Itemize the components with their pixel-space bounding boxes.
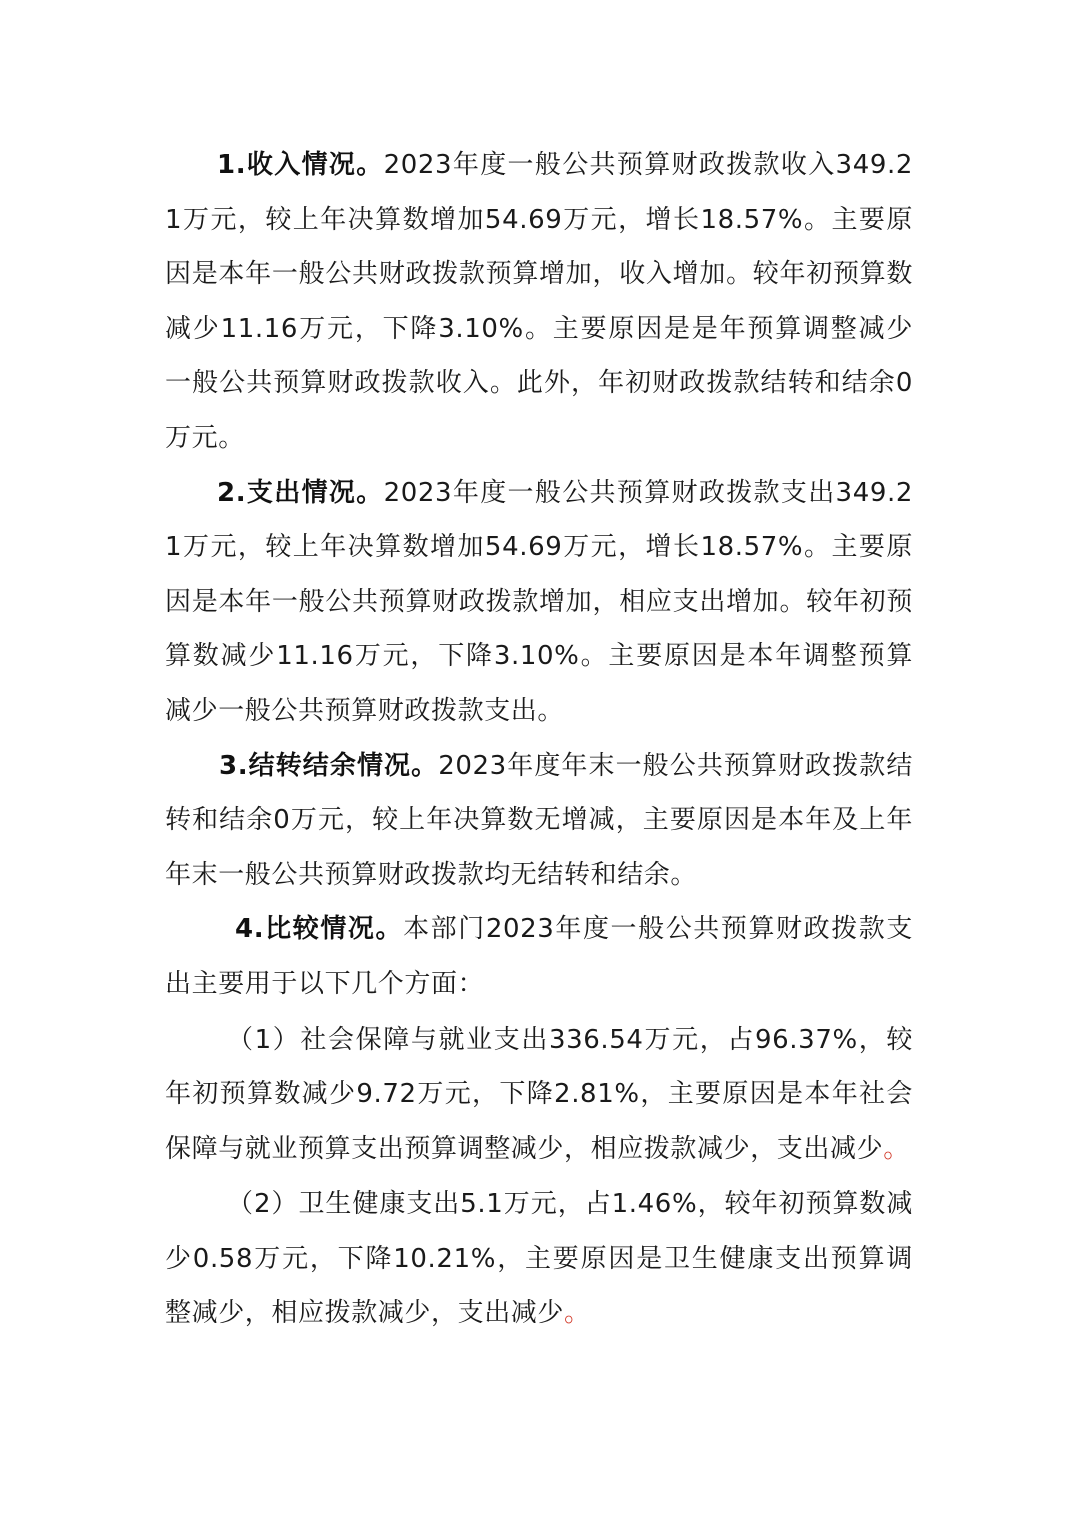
paragraph-income <box>165 138 913 466</box>
paragraph-comparison <box>165 902 913 1011</box>
end-mark-social-security: 。 <box>883 1133 910 1164</box>
heading-carryover: 3.结转结余情况。 <box>219 750 439 781</box>
heading-expenditure: 2.支出情况。 <box>217 477 384 508</box>
document-page <box>165 138 913 1341</box>
body-health: （2）卫生健康支出5.1万元，占1.46%，较年初预算数减少0.58万元，下降10.21%，主要原因是卫生健康支出预算调整减少，相应拨款减少，支出减少 <box>165 1189 913 1329</box>
end-mark-health: 。 <box>564 1298 591 1329</box>
body-social-security: （1）社会保障与就业支出336.54万元，占96.37%，较年初预算数减少9.72万元，下降2.81%，主要原因是本年社会保障与就业预算支出预算调整减少，相应拨款减少，支出减少 <box>165 1024 913 1164</box>
body-comparison: 本部门2023年度一般公共预算财政拨款支出主要用于以下几个方面： <box>165 914 913 999</box>
paragraph-expenditure <box>165 466 913 739</box>
heading-comparison: 4.比较情况。 <box>235 914 404 945</box>
heading-income: 1.收入情况。 <box>217 150 384 180</box>
paragraph-social-security <box>165 1013 913 1177</box>
body-carryover: 2023年度年末一般公共预算财政拨款结转和结余0万元，较上年决算数无增减，主要原因是本年及上年年末一般公共预算财政拨款均无结转和结余。 <box>165 750 913 890</box>
paragraph-carryover <box>165 739 913 903</box>
body-expenditure: 2023年度一般公共预算财政拨款支出349.21万元，较上年决算数增加54.69万元，增长18.57%。主要原因是本年一般公共预算财政拨款增加，相应支出增加。较年初预算数减少11.16万元，下降3.10%。主要原因是本年调整预算减少一般公共预算财政拨款支出。 <box>165 477 913 726</box>
body-income: 2023年度一般公共预算财政拨款收入349.21万元，较上年决算数增加54.69万元，增长18.57%。主要原因是本年一般公共财政拨款预算增加，收入增加。较年初预算数减少11.16万元，下降3.10%。主要原因是是年预算调整减少一般公共预算财政拨款收入。此外，年初财政拨款结转和结余0万元。 <box>165 150 913 453</box>
paragraph-health <box>165 1177 913 1341</box>
